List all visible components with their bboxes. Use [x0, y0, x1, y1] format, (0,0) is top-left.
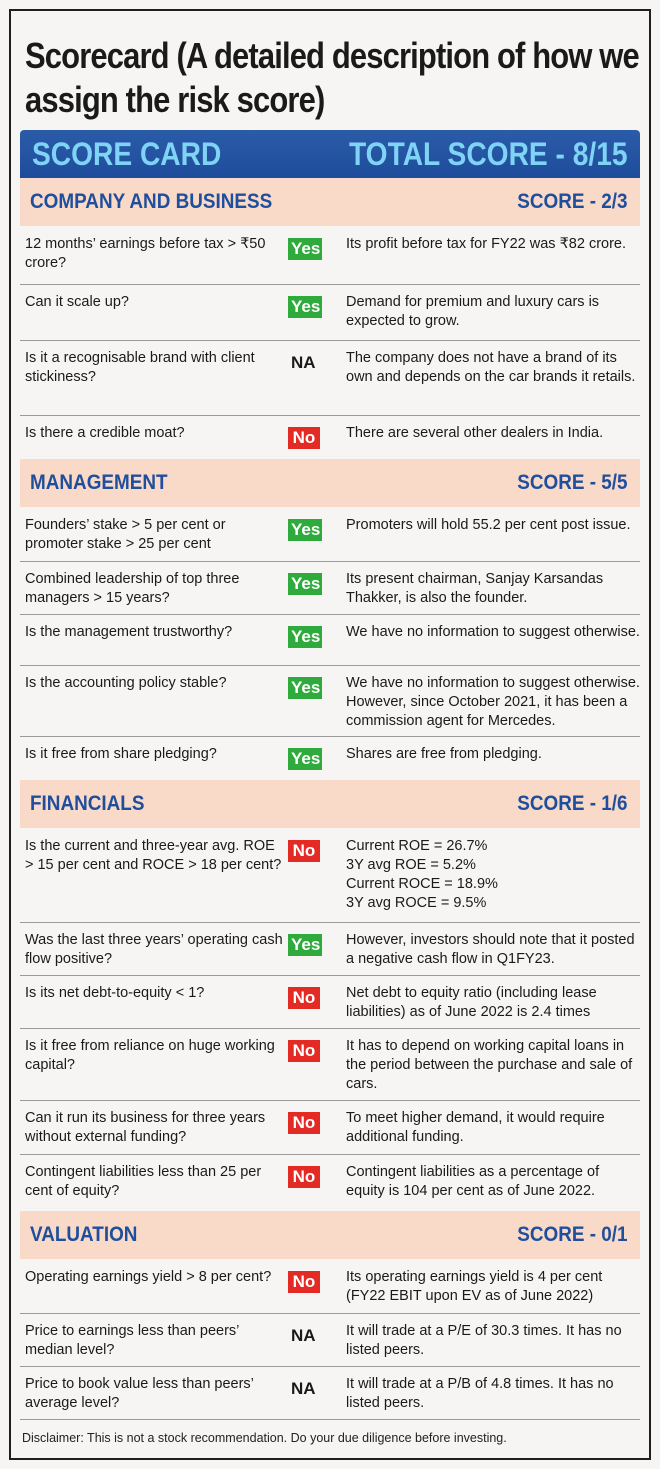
verdict-badge: No	[288, 1271, 320, 1293]
table-row	[20, 227, 640, 285]
section-title: MANAGEMENT	[30, 471, 168, 494]
criterion-answer: To meet higher demand, it would require additional funding.	[346, 1110, 605, 1145]
section-header-management	[20, 459, 640, 507]
criterion-question: Contingent liabilities less than 25 per cent of equity?	[25, 1164, 262, 1199]
table-row	[20, 1155, 640, 1210]
criterion-question: Is it free from share pledging?	[25, 746, 217, 762]
verdict-badge: NA	[291, 353, 316, 372]
section-title: COMPANY AND BUSINESS	[30, 190, 273, 213]
criterion-answer: Its profit before tax for FY22 was ₹82 crore.	[346, 236, 627, 252]
criterion-question: Price to earnings less than peers’ median level?	[25, 1323, 239, 1358]
criterion-answer: Demand for premium and luxury cars is expected to grow.	[346, 294, 600, 329]
criterion-answer: Its present chairman, Sanjay Karsandas Thakker, is also the founder.	[346, 571, 604, 606]
section-score: SCORE - 5/5	[517, 471, 628, 494]
criterion-question: Operating earnings yield > 8 per cent?	[25, 1269, 272, 1285]
section-score: SCORE - 0/1	[517, 1223, 628, 1246]
criterion-answer: Net debt to equity ratio (including lease liabilities) as of June 2022 is 2.4 times	[346, 985, 597, 1020]
verdict-badge: Yes	[288, 238, 322, 260]
disclaimer: Disclaimer: This is not a stock recommendation. Do your due diligence before investing.	[22, 1431, 507, 1445]
verdict-badge: Yes	[288, 748, 322, 770]
table-row	[20, 416, 640, 458]
table-row	[20, 562, 640, 615]
table-row	[20, 976, 640, 1029]
criterion-answer: It will trade at a P/B of 4.8 times. It has no listed peers.	[346, 1376, 614, 1411]
criterion-answer: Shares are free from pledging.	[346, 746, 542, 762]
table-row	[20, 285, 640, 341]
table-row	[20, 1101, 640, 1155]
criterion-question: Founders’ stake > 5 per cent or promoter stake > 25 per cent	[25, 517, 226, 552]
section-header-company	[20, 178, 640, 226]
verdict-badge: No	[288, 427, 320, 449]
criterion-question: Is it free from reliance on huge working capital?	[25, 1038, 275, 1073]
criterion-question: 12 months’ earnings before tax > ₹50 crore?	[25, 236, 266, 271]
table-row	[20, 1260, 640, 1314]
verdict-badge: No	[288, 1166, 320, 1188]
table-row	[20, 1367, 640, 1420]
banner-title: SCORE CARD	[32, 135, 222, 172]
section-score: SCORE - 1/6	[517, 792, 628, 815]
table-row	[20, 508, 640, 562]
verdict-badge: Yes	[288, 573, 322, 595]
criterion-answer: Promoters will hold 55.2 per cent post issue.	[346, 517, 631, 533]
table-row	[20, 341, 640, 416]
verdict-badge: Yes	[288, 934, 322, 956]
criterion-question: Was the last three years’ operating cash flow positive?	[25, 932, 283, 967]
criterion-question: Is the accounting policy stable?	[25, 675, 227, 691]
verdict-badge: No	[288, 987, 320, 1009]
criterion-answer: The company does not have a brand of its own and depends on the car brands it retails.	[346, 350, 636, 385]
criterion-answer: We have no information to suggest otherwise. However, since October 2021, it has been a commission agent for Mercedes.	[346, 675, 640, 729]
criterion-answer: It will trade at a P/E of 30.3 times. It has no listed peers.	[346, 1323, 622, 1358]
verdict-badge: No	[288, 840, 320, 862]
verdict-badge: NA	[291, 1326, 316, 1345]
table-row	[20, 615, 640, 666]
verdict-badge: Yes	[288, 677, 322, 699]
criterion-question: Can it scale up?	[25, 294, 129, 310]
section-title: VALUATION	[30, 1223, 138, 1246]
section-header-valuation	[20, 1211, 640, 1259]
criterion-answer: We have no information to suggest otherwise.	[346, 624, 640, 640]
criterion-answer: Its operating earnings yield is 4 per cent (FY22 EBIT upon EV as of June 2022)	[346, 1269, 603, 1304]
scorecard-banner	[20, 130, 640, 178]
criterion-question: Is the current and three-year avg. ROE > 15 per cent and ROCE > 18 per cent?	[25, 838, 282, 873]
criterion-question: Combined leadership of top three managers > 15 years?	[25, 571, 240, 606]
criterion-question: Price to book value less than peers’ average level?	[25, 1376, 254, 1411]
criterion-question: Is it a recognisable brand with client stickiness?	[25, 350, 255, 385]
criterion-answer: However, investors should note that it posted a negative cash flow in Q1FY23.	[346, 932, 635, 967]
criterion-question: Is there a credible moat?	[25, 425, 185, 441]
table-row	[20, 737, 640, 779]
verdict-badge: Yes	[288, 519, 322, 541]
table-row	[20, 1029, 640, 1101]
section-title: FINANCIALS	[30, 792, 145, 815]
verdict-badge: No	[288, 1112, 320, 1134]
criterion-answer: There are several other dealers in India.	[346, 425, 604, 441]
page-title: Scorecard (A detailed description of how we assign the risk score)	[25, 35, 639, 120]
table-row	[20, 829, 640, 923]
criterion-answer: Contingent liabilities as a percentage of equity is 104 per cent as of June 2022.	[346, 1164, 600, 1199]
verdict-badge: No	[288, 1040, 320, 1062]
verdict-badge: Yes	[288, 626, 322, 648]
criterion-answer: Current ROE = 26.7% 3Y avg ROE = 5.2% Current ROCE = 18.9% 3Y avg ROCE = 9.5%	[346, 838, 498, 911]
table-row	[20, 923, 640, 976]
criterion-question: Can it run its business for three years without external funding?	[25, 1110, 266, 1145]
table-row	[20, 1314, 640, 1367]
verdict-badge: Yes	[288, 296, 322, 318]
criterion-question: Is its net debt-to-equity < 1?	[25, 985, 205, 1001]
section-header-financials	[20, 780, 640, 828]
total-score: TOTAL SCORE - 8/15	[349, 135, 628, 172]
table-row	[20, 666, 640, 737]
verdict-badge: NA	[291, 1379, 316, 1398]
section-score: SCORE - 2/3	[517, 190, 628, 213]
criterion-question: Is the management trustworthy?	[25, 624, 233, 640]
criterion-answer: It has to depend on working capital loans in the period between the purchase and sale of cars.	[346, 1038, 633, 1092]
